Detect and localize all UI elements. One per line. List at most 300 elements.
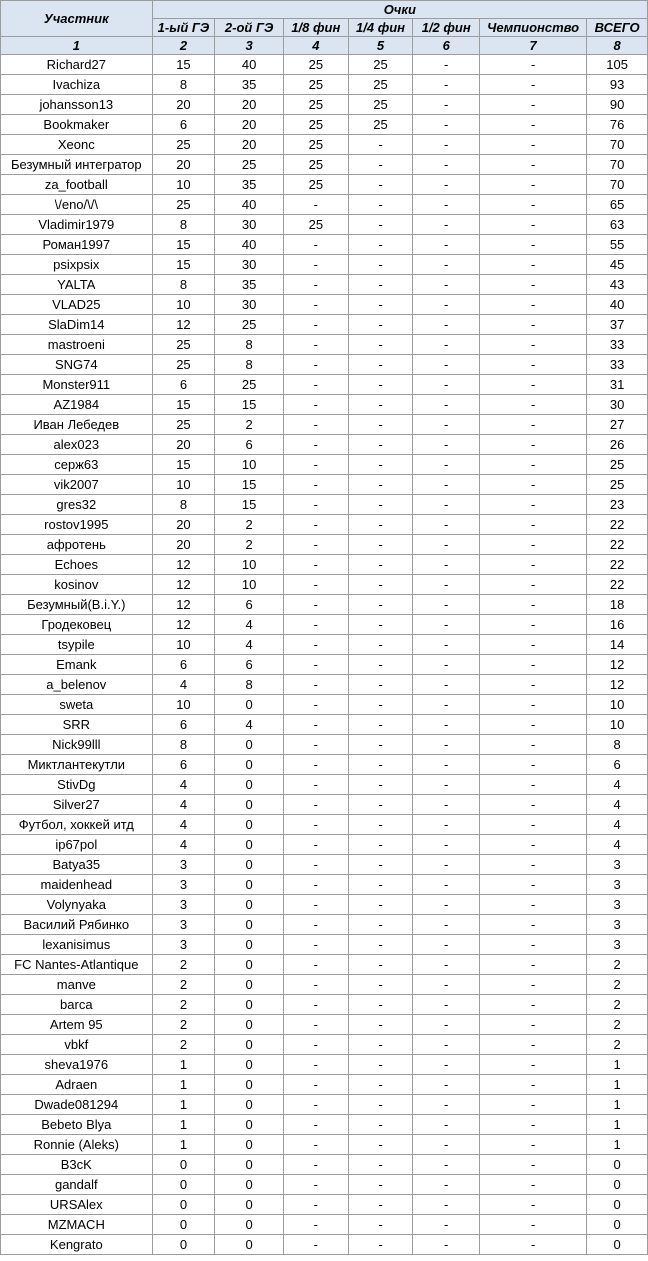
total-points: 23	[587, 495, 648, 515]
participant-name: Emank	[1, 655, 153, 675]
column-number: 2	[152, 37, 215, 55]
semifinal-points: -	[413, 715, 480, 735]
group-stage-1-points: 4	[152, 775, 215, 795]
semifinal-points: -	[413, 875, 480, 895]
total-points: 14	[587, 635, 648, 655]
semifinal-points: -	[413, 655, 480, 675]
championship-points: -	[480, 475, 587, 495]
total-points: 105	[587, 55, 648, 75]
quarterfinal-points: -	[348, 635, 413, 655]
total-points: 43	[587, 275, 648, 295]
semifinal-points: -	[413, 955, 480, 975]
semifinal-points: -	[413, 1175, 480, 1195]
quarterfinal-points: -	[348, 795, 413, 815]
round-of-16-points: -	[283, 395, 348, 415]
group-stage-1-points: 25	[152, 195, 215, 215]
total-points: 63	[587, 215, 648, 235]
round-of-16-points: -	[283, 435, 348, 455]
group-stage-1-points: 0	[152, 1175, 215, 1195]
quarterfinal-points: -	[348, 375, 413, 395]
participant-name: Безумный интегратор	[1, 155, 153, 175]
total-points: 22	[587, 575, 648, 595]
semifinal-points: -	[413, 275, 480, 295]
group-stage-1-points: 6	[152, 755, 215, 775]
participant-name: VLAD25	[1, 295, 153, 315]
table-row	[1, 795, 648, 815]
table-row	[1, 1075, 648, 1095]
championship-points: -	[480, 395, 587, 415]
points-header: Очки	[152, 1, 647, 19]
group-stage-1-points: 12	[152, 555, 215, 575]
championship-points: -	[480, 55, 587, 75]
round-of-16-points: -	[283, 1035, 348, 1055]
total-points: 0	[587, 1175, 648, 1195]
table-row	[1, 1215, 648, 1235]
semifinal-points: -	[413, 435, 480, 455]
round-of-16-points: -	[283, 815, 348, 835]
quarterfinal-points: -	[348, 515, 413, 535]
table-body	[1, 55, 648, 1255]
championship-points: -	[480, 855, 587, 875]
group-stage-2-points: 15	[215, 475, 284, 495]
round-of-16-points: 25	[283, 135, 348, 155]
round-of-16-points: -	[283, 1055, 348, 1075]
group-stage-1-points: 8	[152, 495, 215, 515]
table-row	[1, 1135, 648, 1155]
round-of-16-points: -	[283, 795, 348, 815]
participant-name: mastroeni	[1, 335, 153, 355]
participant-name: tsypile	[1, 635, 153, 655]
participant-name: vik2007	[1, 475, 153, 495]
total-points: 2	[587, 995, 648, 1015]
table-row	[1, 675, 648, 695]
championship-points: -	[480, 435, 587, 455]
championship-points: -	[480, 795, 587, 815]
championship-points: -	[480, 775, 587, 795]
championship-points: -	[480, 615, 587, 635]
round-of-16-points: -	[283, 255, 348, 275]
championship-points: -	[480, 695, 587, 715]
total-points: 65	[587, 195, 648, 215]
semifinal-points: -	[413, 455, 480, 475]
table-row	[1, 735, 648, 755]
quarterfinal-points: -	[348, 295, 413, 315]
semifinal-points: -	[413, 1115, 480, 1135]
participant-name: B3cK	[1, 1155, 153, 1175]
table-row	[1, 975, 648, 995]
table-row	[1, 1055, 648, 1075]
group-stage-1-points: 3	[152, 935, 215, 955]
semifinal-points: -	[413, 255, 480, 275]
table-row	[1, 595, 648, 615]
participant-name: Silver27	[1, 795, 153, 815]
quarterfinal-points: -	[348, 1175, 413, 1195]
round-of-16-points: 25	[283, 155, 348, 175]
round-of-16-points: -	[283, 1215, 348, 1235]
championship-points: -	[480, 235, 587, 255]
semifinal-points: -	[413, 415, 480, 435]
round-of-16-points: 25	[283, 95, 348, 115]
column-header-quarterfinal: 1/4 фин	[348, 19, 413, 37]
table-row	[1, 1155, 648, 1175]
group-stage-1-points: 2	[152, 955, 215, 975]
round-of-16-points: -	[283, 335, 348, 355]
quarterfinal-points: -	[348, 835, 413, 855]
group-stage-2-points: 8	[215, 335, 284, 355]
round-of-16-points: -	[283, 1115, 348, 1135]
group-stage-1-points: 1	[152, 1055, 215, 1075]
participant-name: Bebeto Blya	[1, 1115, 153, 1135]
group-stage-2-points: 0	[215, 955, 284, 975]
group-stage-2-points: 35	[215, 175, 284, 195]
championship-points: -	[480, 1075, 587, 1095]
table-row	[1, 1035, 648, 1055]
quarterfinal-points: -	[348, 195, 413, 215]
group-stage-1-points: 1	[152, 1095, 215, 1115]
participant-name: FC Nantes-Atlantique	[1, 955, 153, 975]
championship-points: -	[480, 155, 587, 175]
participant-name: SlaDim14	[1, 315, 153, 335]
total-points: 31	[587, 375, 648, 395]
group-stage-2-points: 0	[215, 1135, 284, 1155]
table-row	[1, 135, 648, 155]
group-stage-1-points: 15	[152, 55, 215, 75]
participant-name: za_football	[1, 175, 153, 195]
round-of-16-points: -	[283, 675, 348, 695]
group-stage-2-points: 2	[215, 415, 284, 435]
table-row	[1, 455, 648, 475]
participant-name: Xeonc	[1, 135, 153, 155]
total-points: 3	[587, 895, 648, 915]
group-stage-2-points: 0	[215, 915, 284, 935]
total-points: 1	[587, 1055, 648, 1075]
total-points: 3	[587, 875, 648, 895]
group-stage-2-points: 10	[215, 575, 284, 595]
group-stage-2-points: 4	[215, 615, 284, 635]
semifinal-points: -	[413, 295, 480, 315]
championship-points: -	[480, 535, 587, 555]
group-stage-2-points: 8	[215, 675, 284, 695]
table-row	[1, 715, 648, 735]
group-stage-2-points: 0	[215, 1195, 284, 1215]
total-points: 0	[587, 1155, 648, 1175]
group-stage-2-points: 0	[215, 1115, 284, 1135]
championship-points: -	[480, 755, 587, 775]
round-of-16-points: 25	[283, 75, 348, 95]
quarterfinal-points: -	[348, 1215, 413, 1235]
group-stage-2-points: 0	[215, 1015, 284, 1035]
participant-name: Vladimir1979	[1, 215, 153, 235]
round-of-16-points: -	[283, 935, 348, 955]
round-of-16-points: -	[283, 995, 348, 1015]
championship-points: -	[480, 355, 587, 375]
total-points: 0	[587, 1215, 648, 1235]
group-stage-2-points: 20	[215, 115, 284, 135]
quarterfinal-points: -	[348, 895, 413, 915]
championship-points: -	[480, 575, 587, 595]
championship-points: -	[480, 375, 587, 395]
quarterfinal-points: 25	[348, 115, 413, 135]
championship-points: -	[480, 995, 587, 1015]
table-row	[1, 355, 648, 375]
group-stage-1-points: 4	[152, 835, 215, 855]
group-stage-1-points: 12	[152, 315, 215, 335]
group-stage-1-points: 25	[152, 135, 215, 155]
semifinal-points: -	[413, 1195, 480, 1215]
column-header-group-stage-2: 2-ой ГЭ	[215, 19, 284, 37]
group-stage-1-points: 0	[152, 1155, 215, 1175]
quarterfinal-points: -	[348, 135, 413, 155]
round-of-16-points: -	[283, 595, 348, 615]
championship-points: -	[480, 135, 587, 155]
group-stage-2-points: 0	[215, 1075, 284, 1095]
round-of-16-points: -	[283, 755, 348, 775]
quarterfinal-points: 25	[348, 55, 413, 75]
total-points: 16	[587, 615, 648, 635]
table-row	[1, 55, 648, 75]
group-stage-2-points: 2	[215, 535, 284, 555]
table-row	[1, 535, 648, 555]
round-of-16-points: -	[283, 375, 348, 395]
championship-points: -	[480, 715, 587, 735]
quarterfinal-points: -	[348, 275, 413, 295]
group-stage-2-points: 6	[215, 435, 284, 455]
group-stage-1-points: 10	[152, 635, 215, 655]
participant-name: \/eno/\/\	[1, 195, 153, 215]
semifinal-points: -	[413, 1155, 480, 1175]
total-points: 10	[587, 715, 648, 735]
table-row	[1, 1195, 648, 1215]
group-stage-1-points: 12	[152, 615, 215, 635]
quarterfinal-points: -	[348, 1195, 413, 1215]
total-points: 2	[587, 955, 648, 975]
group-stage-2-points: 30	[215, 215, 284, 235]
semifinal-points: -	[413, 95, 480, 115]
quarterfinal-points: -	[348, 435, 413, 455]
semifinal-points: -	[413, 575, 480, 595]
table-row	[1, 1175, 648, 1195]
total-points: 37	[587, 315, 648, 335]
total-points: 55	[587, 235, 648, 255]
quarterfinal-points: -	[348, 215, 413, 235]
semifinal-points: -	[413, 755, 480, 775]
championship-points: -	[480, 975, 587, 995]
championship-points: -	[480, 655, 587, 675]
participant-name: maidenhead	[1, 875, 153, 895]
table-row	[1, 775, 648, 795]
quarterfinal-points: -	[348, 995, 413, 1015]
column-number: 1	[1, 37, 153, 55]
semifinal-points: -	[413, 215, 480, 235]
table-row	[1, 1015, 648, 1035]
group-stage-1-points: 0	[152, 1215, 215, 1235]
round-of-16-points: -	[283, 1235, 348, 1255]
participant-name: psixpsix	[1, 255, 153, 275]
participant-name: Artem 95	[1, 1015, 153, 1035]
round-of-16-points: -	[283, 235, 348, 255]
round-of-16-points: -	[283, 1135, 348, 1155]
semifinal-points: -	[413, 1035, 480, 1055]
group-stage-1-points: 25	[152, 415, 215, 435]
table-row	[1, 615, 648, 635]
semifinal-points: -	[413, 115, 480, 135]
table-row	[1, 1235, 648, 1255]
round-of-16-points: -	[283, 1075, 348, 1095]
participant-name: rostov1995	[1, 515, 153, 535]
table-row	[1, 415, 648, 435]
semifinal-points: -	[413, 775, 480, 795]
total-points: 33	[587, 355, 648, 375]
group-stage-2-points: 40	[215, 235, 284, 255]
quarterfinal-points: 25	[348, 75, 413, 95]
round-of-16-points: -	[283, 855, 348, 875]
participant-name: URSAlex	[1, 1195, 153, 1215]
participant-name: alex023	[1, 435, 153, 455]
group-stage-1-points: 6	[152, 115, 215, 135]
quarterfinal-points: -	[348, 955, 413, 975]
quarterfinal-points: -	[348, 455, 413, 475]
table-row	[1, 275, 648, 295]
total-points: 4	[587, 795, 648, 815]
quarterfinal-points: -	[348, 235, 413, 255]
participant-name: Richard27	[1, 55, 153, 75]
group-stage-2-points: 0	[215, 755, 284, 775]
championship-points: -	[480, 1215, 587, 1235]
group-stage-2-points: 0	[215, 895, 284, 915]
group-stage-2-points: 15	[215, 395, 284, 415]
semifinal-points: -	[413, 695, 480, 715]
group-stage-2-points: 6	[215, 595, 284, 615]
participant-name: MZMACH	[1, 1215, 153, 1235]
group-stage-2-points: 0	[215, 795, 284, 815]
table-row	[1, 655, 648, 675]
participant-name: manve	[1, 975, 153, 995]
quarterfinal-points: -	[348, 675, 413, 695]
group-stage-2-points: 20	[215, 95, 284, 115]
quarterfinal-points: -	[348, 335, 413, 355]
group-stage-1-points: 3	[152, 915, 215, 935]
round-of-16-points: -	[283, 715, 348, 735]
semifinal-points: -	[413, 815, 480, 835]
total-points: 1	[587, 1115, 648, 1135]
group-stage-1-points: 25	[152, 355, 215, 375]
championship-points: -	[480, 95, 587, 115]
participant-name: Роман1997	[1, 235, 153, 255]
group-stage-1-points: 25	[152, 335, 215, 355]
total-points: 70	[587, 175, 648, 195]
group-stage-2-points: 0	[215, 835, 284, 855]
table-row	[1, 895, 648, 915]
table-row	[1, 255, 648, 275]
semifinal-points: -	[413, 235, 480, 255]
championship-points: -	[480, 1015, 587, 1035]
participant-name: SRR	[1, 715, 153, 735]
championship-points: -	[480, 455, 587, 475]
participant-name: Kengrato	[1, 1235, 153, 1255]
table-row	[1, 315, 648, 335]
participant-name: Nick99lll	[1, 735, 153, 755]
semifinal-points: -	[413, 1215, 480, 1235]
quarterfinal-points: -	[348, 875, 413, 895]
table-row	[1, 115, 648, 135]
group-stage-2-points: 0	[215, 1055, 284, 1075]
group-stage-2-points: 40	[215, 195, 284, 215]
round-of-16-points: -	[283, 735, 348, 755]
group-stage-1-points: 4	[152, 795, 215, 815]
round-of-16-points: -	[283, 415, 348, 435]
semifinal-points: -	[413, 375, 480, 395]
quarterfinal-points: -	[348, 255, 413, 275]
total-points: 22	[587, 555, 648, 575]
semifinal-points: -	[413, 935, 480, 955]
semifinal-points: -	[413, 195, 480, 215]
quarterfinal-points: -	[348, 735, 413, 755]
participant-name: sheva1976	[1, 1055, 153, 1075]
round-of-16-points: 25	[283, 115, 348, 135]
participant-name: Гродековец	[1, 615, 153, 635]
column-number: 4	[283, 37, 348, 55]
quarterfinal-points: -	[348, 915, 413, 935]
table-row	[1, 915, 648, 935]
quarterfinal-points: -	[348, 935, 413, 955]
column-header-round-of-16: 1/8 фин	[283, 19, 348, 37]
quarterfinal-points: -	[348, 395, 413, 415]
group-stage-1-points: 6	[152, 655, 215, 675]
round-of-16-points: -	[283, 575, 348, 595]
table-row	[1, 995, 648, 1015]
quarterfinal-points: -	[348, 695, 413, 715]
total-points: 40	[587, 295, 648, 315]
group-stage-1-points: 8	[152, 735, 215, 755]
championship-points: -	[480, 315, 587, 335]
round-of-16-points: -	[283, 775, 348, 795]
participant-name: афротень	[1, 535, 153, 555]
group-stage-1-points: 1	[152, 1115, 215, 1135]
quarterfinal-points: -	[348, 575, 413, 595]
round-of-16-points: -	[283, 695, 348, 715]
championship-points: -	[480, 335, 587, 355]
total-points: 3	[587, 915, 648, 935]
semifinal-points: -	[413, 475, 480, 495]
total-points: 2	[587, 1015, 648, 1035]
semifinal-points: -	[413, 1015, 480, 1035]
participant-name: Безумный(B.i.Y.)	[1, 595, 153, 615]
participant-name: Bookmaker	[1, 115, 153, 135]
group-stage-1-points: 20	[152, 535, 215, 555]
championship-points: -	[480, 75, 587, 95]
semifinal-points: -	[413, 175, 480, 195]
participant-name: Иван Лебедев	[1, 415, 153, 435]
championship-points: -	[480, 955, 587, 975]
quarterfinal-points: -	[348, 715, 413, 735]
semifinal-points: -	[413, 675, 480, 695]
semifinal-points: -	[413, 555, 480, 575]
table-row	[1, 495, 648, 515]
table-row	[1, 835, 648, 855]
round-of-16-points: -	[283, 495, 348, 515]
table-row	[1, 475, 648, 495]
semifinal-points: -	[413, 135, 480, 155]
championship-points: -	[480, 115, 587, 135]
column-header-championship: Чемпионство	[480, 19, 587, 37]
quarterfinal-points: -	[348, 1135, 413, 1155]
participant-name: kosinov	[1, 575, 153, 595]
quarterfinal-points: -	[348, 1155, 413, 1175]
championship-points: -	[480, 815, 587, 835]
quarterfinal-points: 25	[348, 95, 413, 115]
group-stage-2-points: 0	[215, 975, 284, 995]
total-points: 26	[587, 435, 648, 455]
